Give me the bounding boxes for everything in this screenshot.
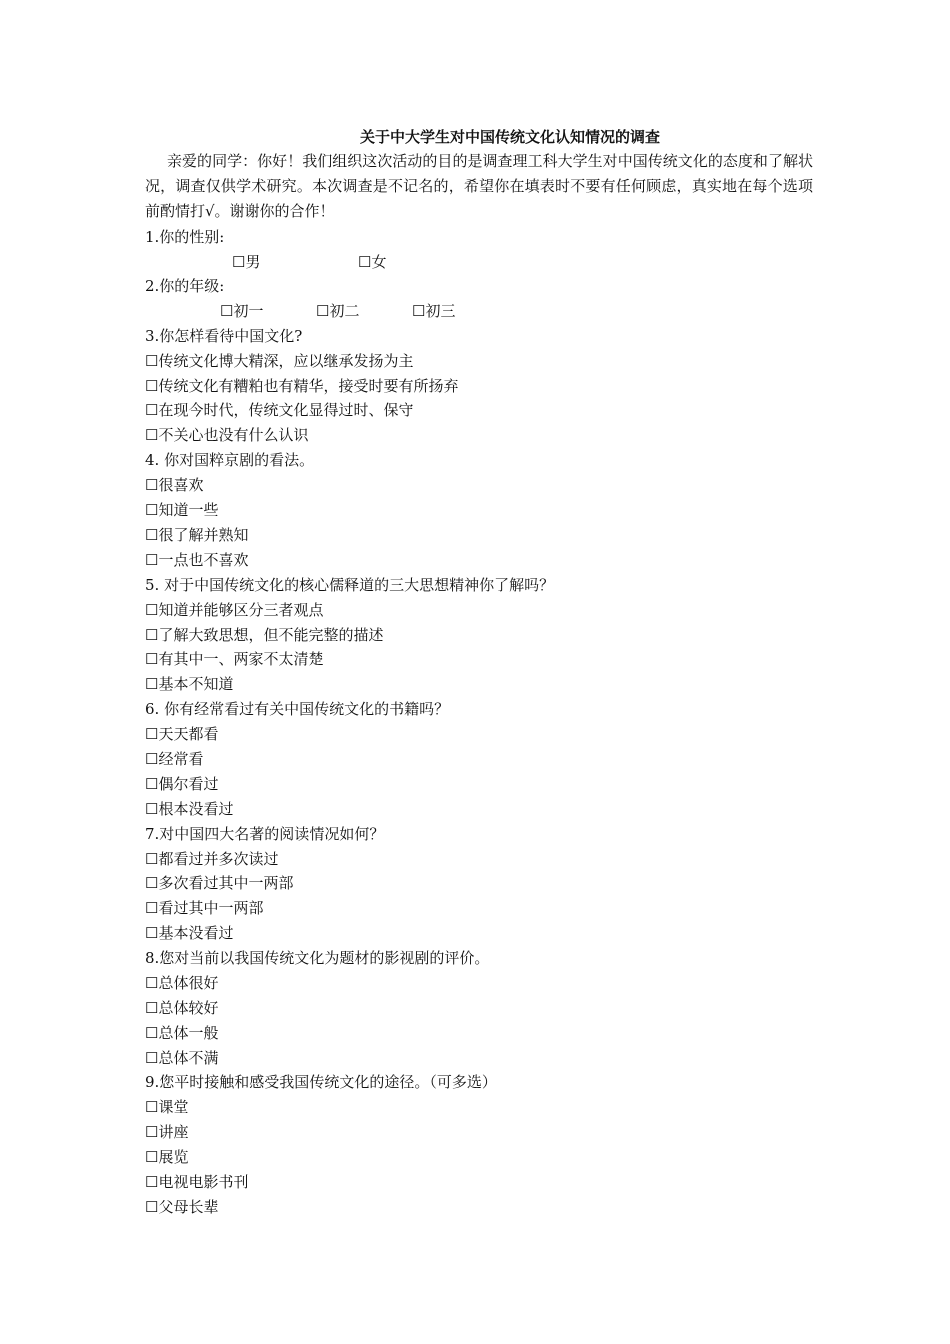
question-7: 7.对中国四大名著的阅读情况如何？	[145, 825, 385, 843]
question-3-option[interactable]: ☐传统文化有糟粕也有精华，接受时要有所扬弃	[145, 377, 459, 395]
question-5-option[interactable]: ☐知道并能够区分三者观点	[145, 601, 324, 619]
question-9-option[interactable]: ☐父母长辈	[145, 1198, 219, 1216]
question-8: 8.您对当前以我国传统文化为题材的影视剧的评价。	[145, 949, 490, 967]
question-3-option[interactable]: ☐不关心也没有什么认识	[145, 426, 309, 444]
question-7-option[interactable]: ☐看过其中一两部	[145, 899, 264, 917]
question-4-option[interactable]: ☐知道一些	[145, 501, 219, 519]
question-3-option[interactable]: ☐传统文化博大精深，应以继承发扬为主	[145, 352, 414, 370]
question-5-option[interactable]: ☐有其中一、两家不太清楚	[145, 650, 324, 668]
question-5-option[interactable]: ☐基本不知道	[145, 675, 234, 693]
question-9-option[interactable]: ☐展览	[145, 1148, 189, 1166]
question-6-option[interactable]: ☐天天都看	[145, 725, 219, 743]
question-9-option[interactable]: ☐电视电影书刊	[145, 1173, 249, 1191]
question-9: 9.您平时接触和感受我国传统文化的途径。（可多选）	[145, 1073, 497, 1091]
question-7-option[interactable]: ☐多次看过其中一两部	[145, 874, 294, 892]
question-4: 4. 你对国粹京剧的看法。	[145, 451, 315, 469]
option-grade-1[interactable]: ☐初一	[220, 302, 264, 320]
survey-intro: 亲爱的同学：你好！我们组织这次活动的目的是调查理工科大学生对中国传统文化的态度和了解状况，调查仅供学术研究。本次调查是不记名的，希望你在填表时不要有任何顾虑，真实地在每个选项前酌情打√。谢谢你的合作！	[145, 152, 813, 220]
option-male[interactable]: ☐男	[232, 253, 261, 271]
question-6-option[interactable]: ☐经常看	[145, 750, 204, 768]
question-7-option[interactable]: ☐都看过并多次读过	[145, 850, 279, 868]
question-8-option[interactable]: ☐总体较好	[145, 999, 219, 1017]
question-6-option[interactable]: ☐根本没看过	[145, 800, 234, 818]
question-8-option[interactable]: ☐总体很好	[145, 974, 219, 992]
question-3: 3.你怎样看待中国文化?	[145, 327, 303, 345]
question-9-option[interactable]: ☐讲座	[145, 1123, 189, 1141]
question-5-option[interactable]: ☐了解大致思想，但不能完整的描述	[145, 626, 384, 644]
option-female[interactable]: ☐女	[358, 253, 387, 271]
question-6-option[interactable]: ☐偶尔看过	[145, 775, 219, 793]
question-4-option[interactable]: ☐很了解并熟知	[145, 526, 249, 544]
question-8-option[interactable]: ☐总体一般	[145, 1024, 219, 1042]
question-5: 5. 对于中国传统文化的核心儒释道的三大思想精神你了解吗？	[145, 576, 555, 594]
option-grade-2[interactable]: ☐初二	[316, 302, 360, 320]
question-9-option[interactable]: ☐课堂	[145, 1098, 189, 1116]
option-grade-3[interactable]: ☐初三	[412, 302, 456, 320]
question-8-option[interactable]: ☐总体不满	[145, 1049, 219, 1067]
question-7-option[interactable]: ☐基本没看过	[145, 924, 234, 942]
question-1: 1.你的性别:	[145, 228, 225, 246]
question-3-option[interactable]: ☐在现今时代，传统文化显得过时、保守	[145, 401, 414, 419]
question-4-option[interactable]: ☐一点也不喜欢	[145, 551, 249, 569]
question-4-option[interactable]: ☐很喜欢	[145, 476, 204, 494]
question-2: 2.你的年级:	[145, 277, 225, 295]
question-6: 6. 你有经常看过有关中国传统文化的书籍吗？	[145, 700, 450, 718]
survey-title: 关于中大学生对中国传统文化认知情况的调查	[359, 128, 660, 146]
